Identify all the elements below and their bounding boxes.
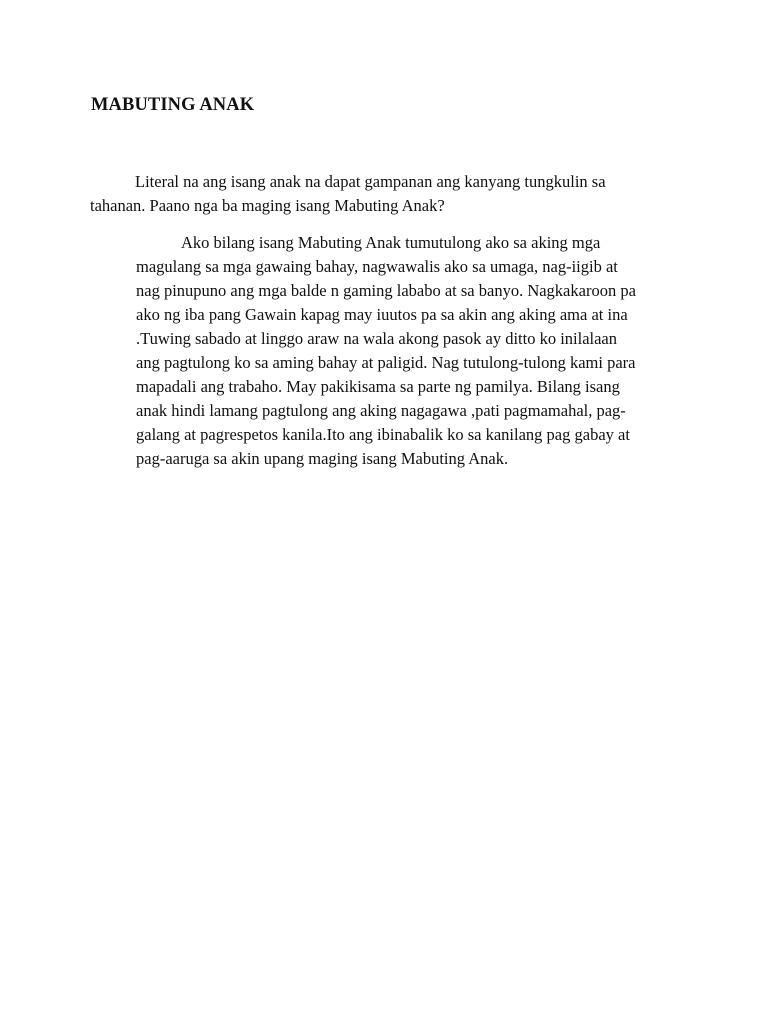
paragraph-line: galang at pagrespetos kanila.Ito ang ibinabalik ko sa kanilang pag gabay at	[136, 425, 630, 444]
intro-paragraph	[90, 170, 650, 218]
document-title: MABUTING ANAK	[91, 95, 255, 115]
paragraph-line: pag-aaruga sa akin upang maging isang Mabuting Anak.	[136, 449, 509, 468]
paragraph-line: ako ng iba pang Gawain kapag may iuutos pa sa akin ang aking ama at ina	[136, 305, 628, 324]
paragraph-line: anak hindi lamang pagtulong ang aking nagagawa ,pati pagmamahal, pag-	[136, 401, 626, 420]
paragraph-line: .Tuwing sabado at linggo araw na wala akong pasok ay ditto ko inilalaan	[136, 329, 617, 348]
paragraph-line: mapadali ang trabaho. May pakikisama sa parte ng pamilya. Bilang isang	[136, 377, 620, 396]
paragraph-line: nag pinupuno ang mga balde n gaming lababo at sa banyo. Nagkakaroon pa	[136, 281, 636, 300]
paragraph-line: ang pagtulong ko sa aming bahay at paligid. Nag tutulong-tulong kami para	[136, 353, 636, 372]
paragraph-line: tahanan. Paano nga ba maging isang Mabuting Anak?	[90, 196, 445, 215]
paragraph-line: magulang sa mga gawaing bahay, nagwawalis ako sa umaga, nag-iigib at	[136, 257, 618, 276]
paragraph-line: Ako bilang isang Mabuting Anak tumutulong ako sa aking mga	[181, 233, 601, 252]
paragraph-line: Literal na ang isang anak na dapat gampanan ang kanyang tungkulin sa	[135, 172, 606, 191]
body-paragraph	[136, 231, 676, 471]
